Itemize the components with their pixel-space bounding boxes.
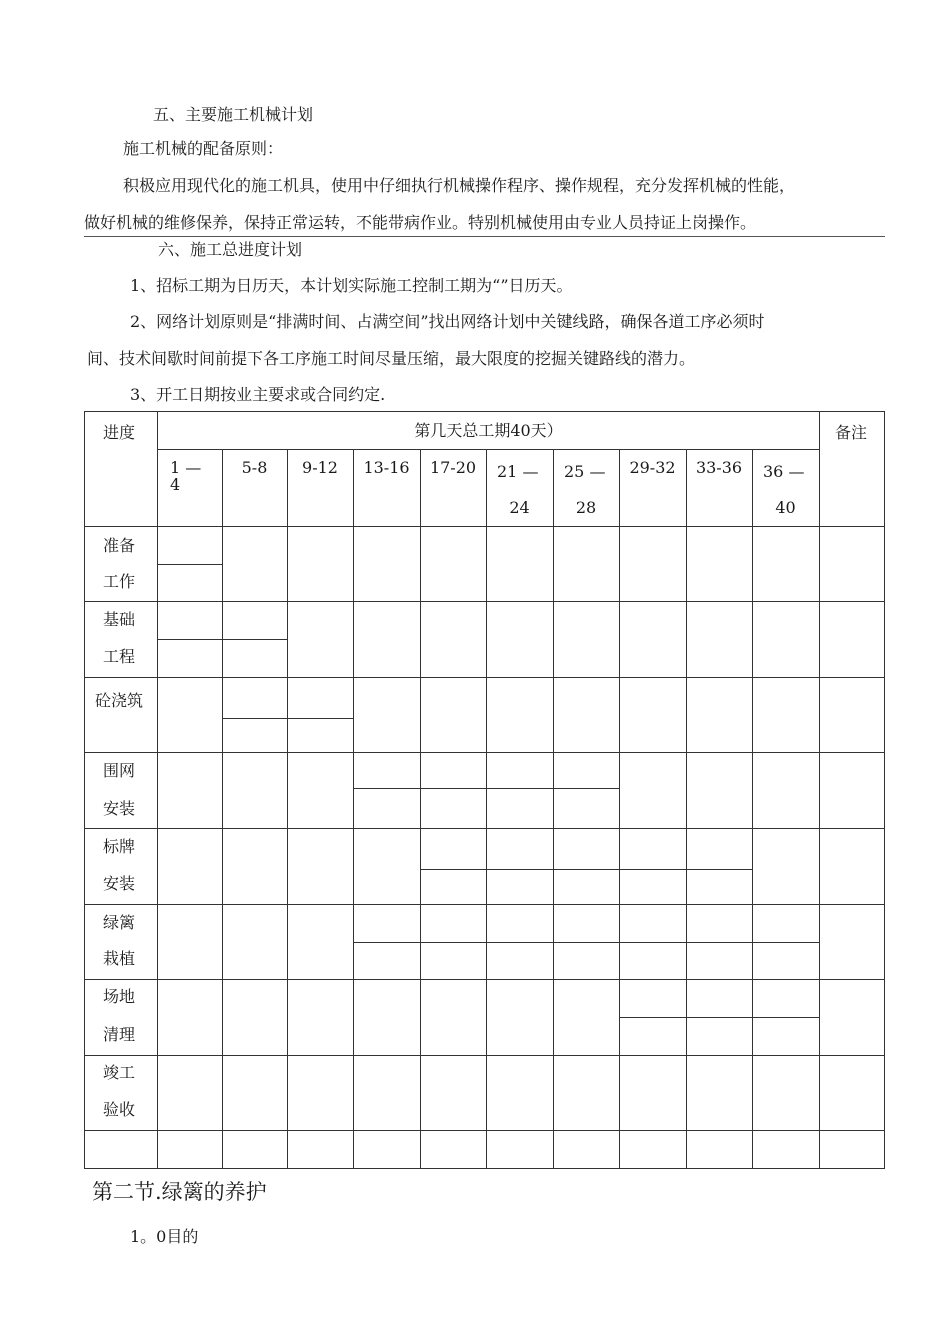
- row-divider-2: [84, 677, 885, 678]
- task-signage-line-1: 标牌: [103, 837, 136, 856]
- task-prep-line-1: 准备: [103, 536, 136, 555]
- task-foundation-line-1: 基础: [103, 610, 136, 629]
- gantt-bar-concrete: [222, 718, 353, 719]
- machinery-principle-label: 施工机械的配备原则：: [123, 139, 284, 158]
- period-1-top: 1 —: [170, 458, 202, 477]
- col-divider-9: [686, 449, 687, 1169]
- row-divider-5: [84, 904, 885, 905]
- row-divider-3: [84, 752, 885, 753]
- schedule-table: [84, 411, 885, 1169]
- section-six-heading: 六、施工总进度计划: [158, 240, 303, 259]
- task-cleanup-line-2: 清理: [103, 1025, 136, 1044]
- period-6-top: 21 —: [497, 462, 539, 481]
- section-two-heading: 第二节.绿篱的养护: [92, 1180, 267, 1204]
- gantt-bar-signage: [420, 869, 752, 870]
- col-divider-3: [287, 449, 288, 1169]
- schedule-item-2-line-2: 间、技术间歇时间前提下各工序施工时间尽量压缩，最大限度的挖掘关键路线的潜力。: [87, 349, 696, 368]
- period-5: 17-20: [429, 458, 477, 477]
- task-foundation-line-2: 工程: [103, 647, 136, 666]
- col-divider-4: [353, 449, 354, 1169]
- period-4: 13-16: [363, 458, 410, 477]
- row-divider-6: [84, 979, 885, 980]
- table-border-bottom: [84, 1168, 885, 1169]
- period-1-bottom: 4: [170, 475, 181, 494]
- task-prep-line-2: 工作: [103, 572, 136, 591]
- task-signage-line-2: 安装: [103, 874, 136, 893]
- section-two-item-1: 1。0目的: [130, 1227, 199, 1246]
- gantt-bar-hedge: [353, 942, 819, 943]
- task-concrete: 砼浇筑: [95, 691, 144, 710]
- period-8: 29-32: [629, 458, 676, 477]
- header-progress: 进度: [103, 423, 136, 442]
- schedule-item-2-line-1: 2、网络计划原则是“排满时间、占满空间”找出网络计划中关键线路，确保各道工序必须时: [130, 312, 765, 331]
- task-acceptance-line-1: 竣工: [103, 1063, 136, 1082]
- horizontal-rule: [84, 236, 885, 237]
- machinery-paragraph-line-2: 做好机械的维修保养，保持正常运转，不能带病作业。特别机械使用由专业人员持证上岗操作。: [84, 213, 757, 232]
- col-divider-8: [619, 449, 620, 1169]
- col-divider-2: [222, 449, 223, 1169]
- period-6-bottom: 24: [509, 498, 530, 517]
- section-five-heading: 五、主要施工机械计划: [153, 105, 314, 124]
- gantt-bar-foundation: [157, 639, 287, 640]
- task-hedge-line-2: 栽植: [103, 949, 136, 968]
- gantt-bar-cleanup: [619, 1017, 819, 1018]
- row-divider-4: [84, 828, 885, 829]
- period-7-bottom: 28: [575, 498, 597, 517]
- period-10-bottom: 40: [775, 498, 796, 517]
- gantt-bar-fence: [353, 788, 619, 789]
- col-divider-5: [420, 449, 421, 1169]
- period-3: 9-12: [302, 458, 338, 477]
- task-fence-line-1: 围网: [103, 761, 136, 780]
- header-period: 第几天总工期40天）: [414, 421, 563, 440]
- task-acceptance-line-2: 验收: [103, 1100, 136, 1119]
- row-divider-1: [84, 601, 885, 602]
- col-divider-6: [486, 449, 487, 1169]
- task-cleanup-line-1: 场地: [103, 987, 136, 1006]
- table-border-top: [84, 411, 885, 412]
- machinery-paragraph-line-1: 积极应用现代化的施工机具，使用中仔细执行机械操作程序、操作规程，充分发挥机械的性能，: [123, 176, 796, 195]
- header-period-divider: [157, 449, 820, 450]
- header-notes: 备注: [835, 423, 868, 442]
- row-divider-7: [84, 1055, 885, 1056]
- period-7-top: 25 —: [564, 462, 606, 481]
- task-fence-line-2: 安装: [103, 799, 136, 818]
- row-divider-header: [84, 526, 885, 527]
- period-9: 33-36: [695, 458, 743, 477]
- col-divider-7: [553, 449, 554, 1169]
- schedule-item-1: 1、招标工期为日历天，本计划实际施工控制工期为“”日历天。: [130, 276, 573, 295]
- col-divider-10: [752, 449, 753, 1169]
- period-2: 5-8: [241, 458, 268, 477]
- schedule-item-3: 3、开工日期按业主要求或合同约定.: [130, 385, 386, 404]
- period-10-top: 36 —: [763, 462, 805, 481]
- row-divider-8: [84, 1130, 885, 1131]
- task-hedge-line-1: 绿篱: [103, 913, 136, 932]
- gantt-bar-prep: [157, 564, 222, 565]
